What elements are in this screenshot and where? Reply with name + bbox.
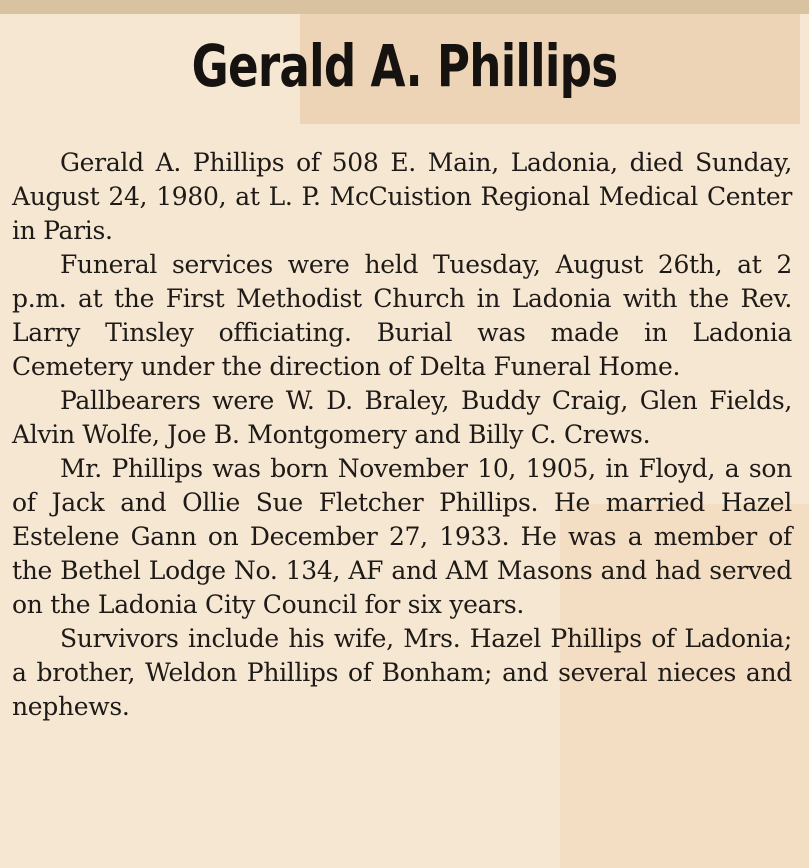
obituary-body	[12, 146, 792, 724]
paragraph-biography: Mr. Phillips was born November 10, 1905, in Floyd, a son of Jack and Ollie Sue Fletcher Phillips. He married Hazel Estelene Gann on December 27, 1933. He was a member of the Bethel Lodge No. 134, AF and AM Masons and had served on the Ladonia City Council for six years.	[12, 454, 792, 619]
paragraph-survivors: Survivors include his wife, Mrs. Hazel Phillips of Ladonia; a brother, Weldon Phillips of Bonham; and several nieces and nephews.	[12, 624, 792, 721]
obituary-headline: Gerald A. Phillips	[191, 32, 618, 100]
paragraph-pallbearers: Pallbearers were W. D. Braley, Buddy Craig, Glen Fields, Alvin Wolfe, Joe B. Montgomery and Billy C. Crews.	[12, 386, 792, 449]
paragraph-death-notice: Gerald A. Phillips of 508 E. Main, Ladonia, died Sunday, August 24, 1980, at L. P. McCuistion Regional Medical Center in Paris.	[12, 148, 792, 245]
paragraph-funeral-services: Funeral services were held Tuesday, August 26th, at 2 p.m. at the First Methodist Church in Ladonia with the Rev. Larry Tinsley officiating. Burial was made in Ladonia Cemetery under the direction of Delta Funeral Home.	[12, 250, 792, 381]
